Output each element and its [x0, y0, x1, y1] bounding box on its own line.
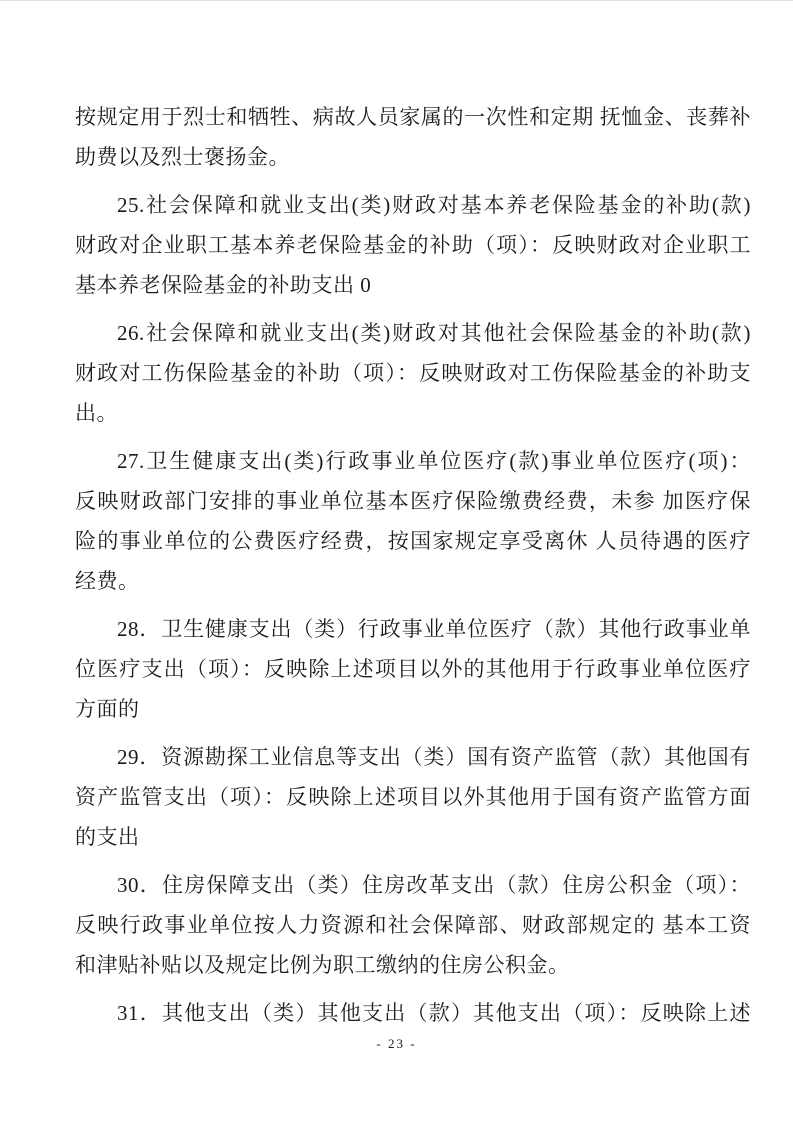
paragraph-item-29 — [75, 737, 751, 857]
text-line: 按规定用于烈士和牺牲、病故人员家属的一次性和定期 抚恤金、丧葬补 — [75, 105, 751, 129]
text-line: 26.社会保障和就业支出(类)财政对其他社会保险基金的补助(款) — [117, 321, 751, 345]
text-line: 27.卫生健康支出(类)行政事业单位医疗(款)事业单位医疗(项)： — [117, 449, 751, 473]
text-line: 和津贴补贴以及规定比例为职工缴纳的住房公积金。 — [75, 953, 570, 977]
text-line: 29．资源勘探工业信息等支出（类）国有资产监管（款）其他国有 — [117, 745, 751, 769]
paragraph-item-25 — [75, 185, 751, 305]
text-line: 31．其他支出（类）其他支出（款）其他支出（项）：反映除上述 — [117, 1001, 751, 1025]
text-line: 的支出 — [75, 825, 140, 849]
text-line: 基本养老保险基金的补助支出 0 — [75, 273, 372, 297]
text-line: 助费以及烈士褒扬金。 — [75, 145, 290, 169]
text-line: 28．卫生健康支出（类）行政事业单位医疗（款）其他行政事业单 — [117, 617, 751, 641]
text-line: 财政对工伤保险基金的补助（项）：反映财政对工伤保险基金的补助支 — [75, 361, 751, 385]
text-line: 出。 — [75, 401, 118, 425]
text-line: 反映财政部门安排的事业单位基本医疗保险缴费经费，未参 加医疗保 — [75, 489, 751, 513]
text-line: 25.社会保障和就业支出(类)财政对基本养老保险基金的补助(款) — [117, 193, 751, 217]
paragraph-item-30 — [75, 865, 751, 985]
page-footer — [0, 1035, 793, 1053]
text-line: 方面的 — [75, 697, 140, 721]
paragraph-item-28 — [75, 609, 751, 729]
text-line: 经费。 — [75, 569, 140, 593]
text-line: 险的事业单位的公费医疗经费，按国家规定享受离休 人员待遇的医疗 — [75, 529, 751, 553]
paragraph-item-26 — [75, 313, 751, 433]
text-line: 反映行政事业单位按人力资源和社会保障部、财政部规定的 基本工资 — [75, 913, 751, 937]
page-number: - 23 - — [376, 1036, 417, 1051]
paragraph-continuation — [75, 97, 751, 177]
text-line: 位医疗支出（项）：反映除上述项目以外的其他用于行政事业单位医疗 — [75, 657, 751, 681]
paragraph-item-27 — [75, 441, 751, 601]
text-line: 财政对企业职工基本养老保险基金的补助（项）：反映财政对企业职工 — [75, 233, 751, 257]
text-line: 资产监管支出（项）：反映除上述项目以外其他用于国有资产监管方面 — [75, 785, 751, 809]
text-line: 30．住房保障支出（类）住房改革支出（款）住房公积金（项）： — [117, 873, 751, 897]
paragraph-item-31 — [75, 993, 751, 1033]
document-body — [75, 97, 751, 1041]
